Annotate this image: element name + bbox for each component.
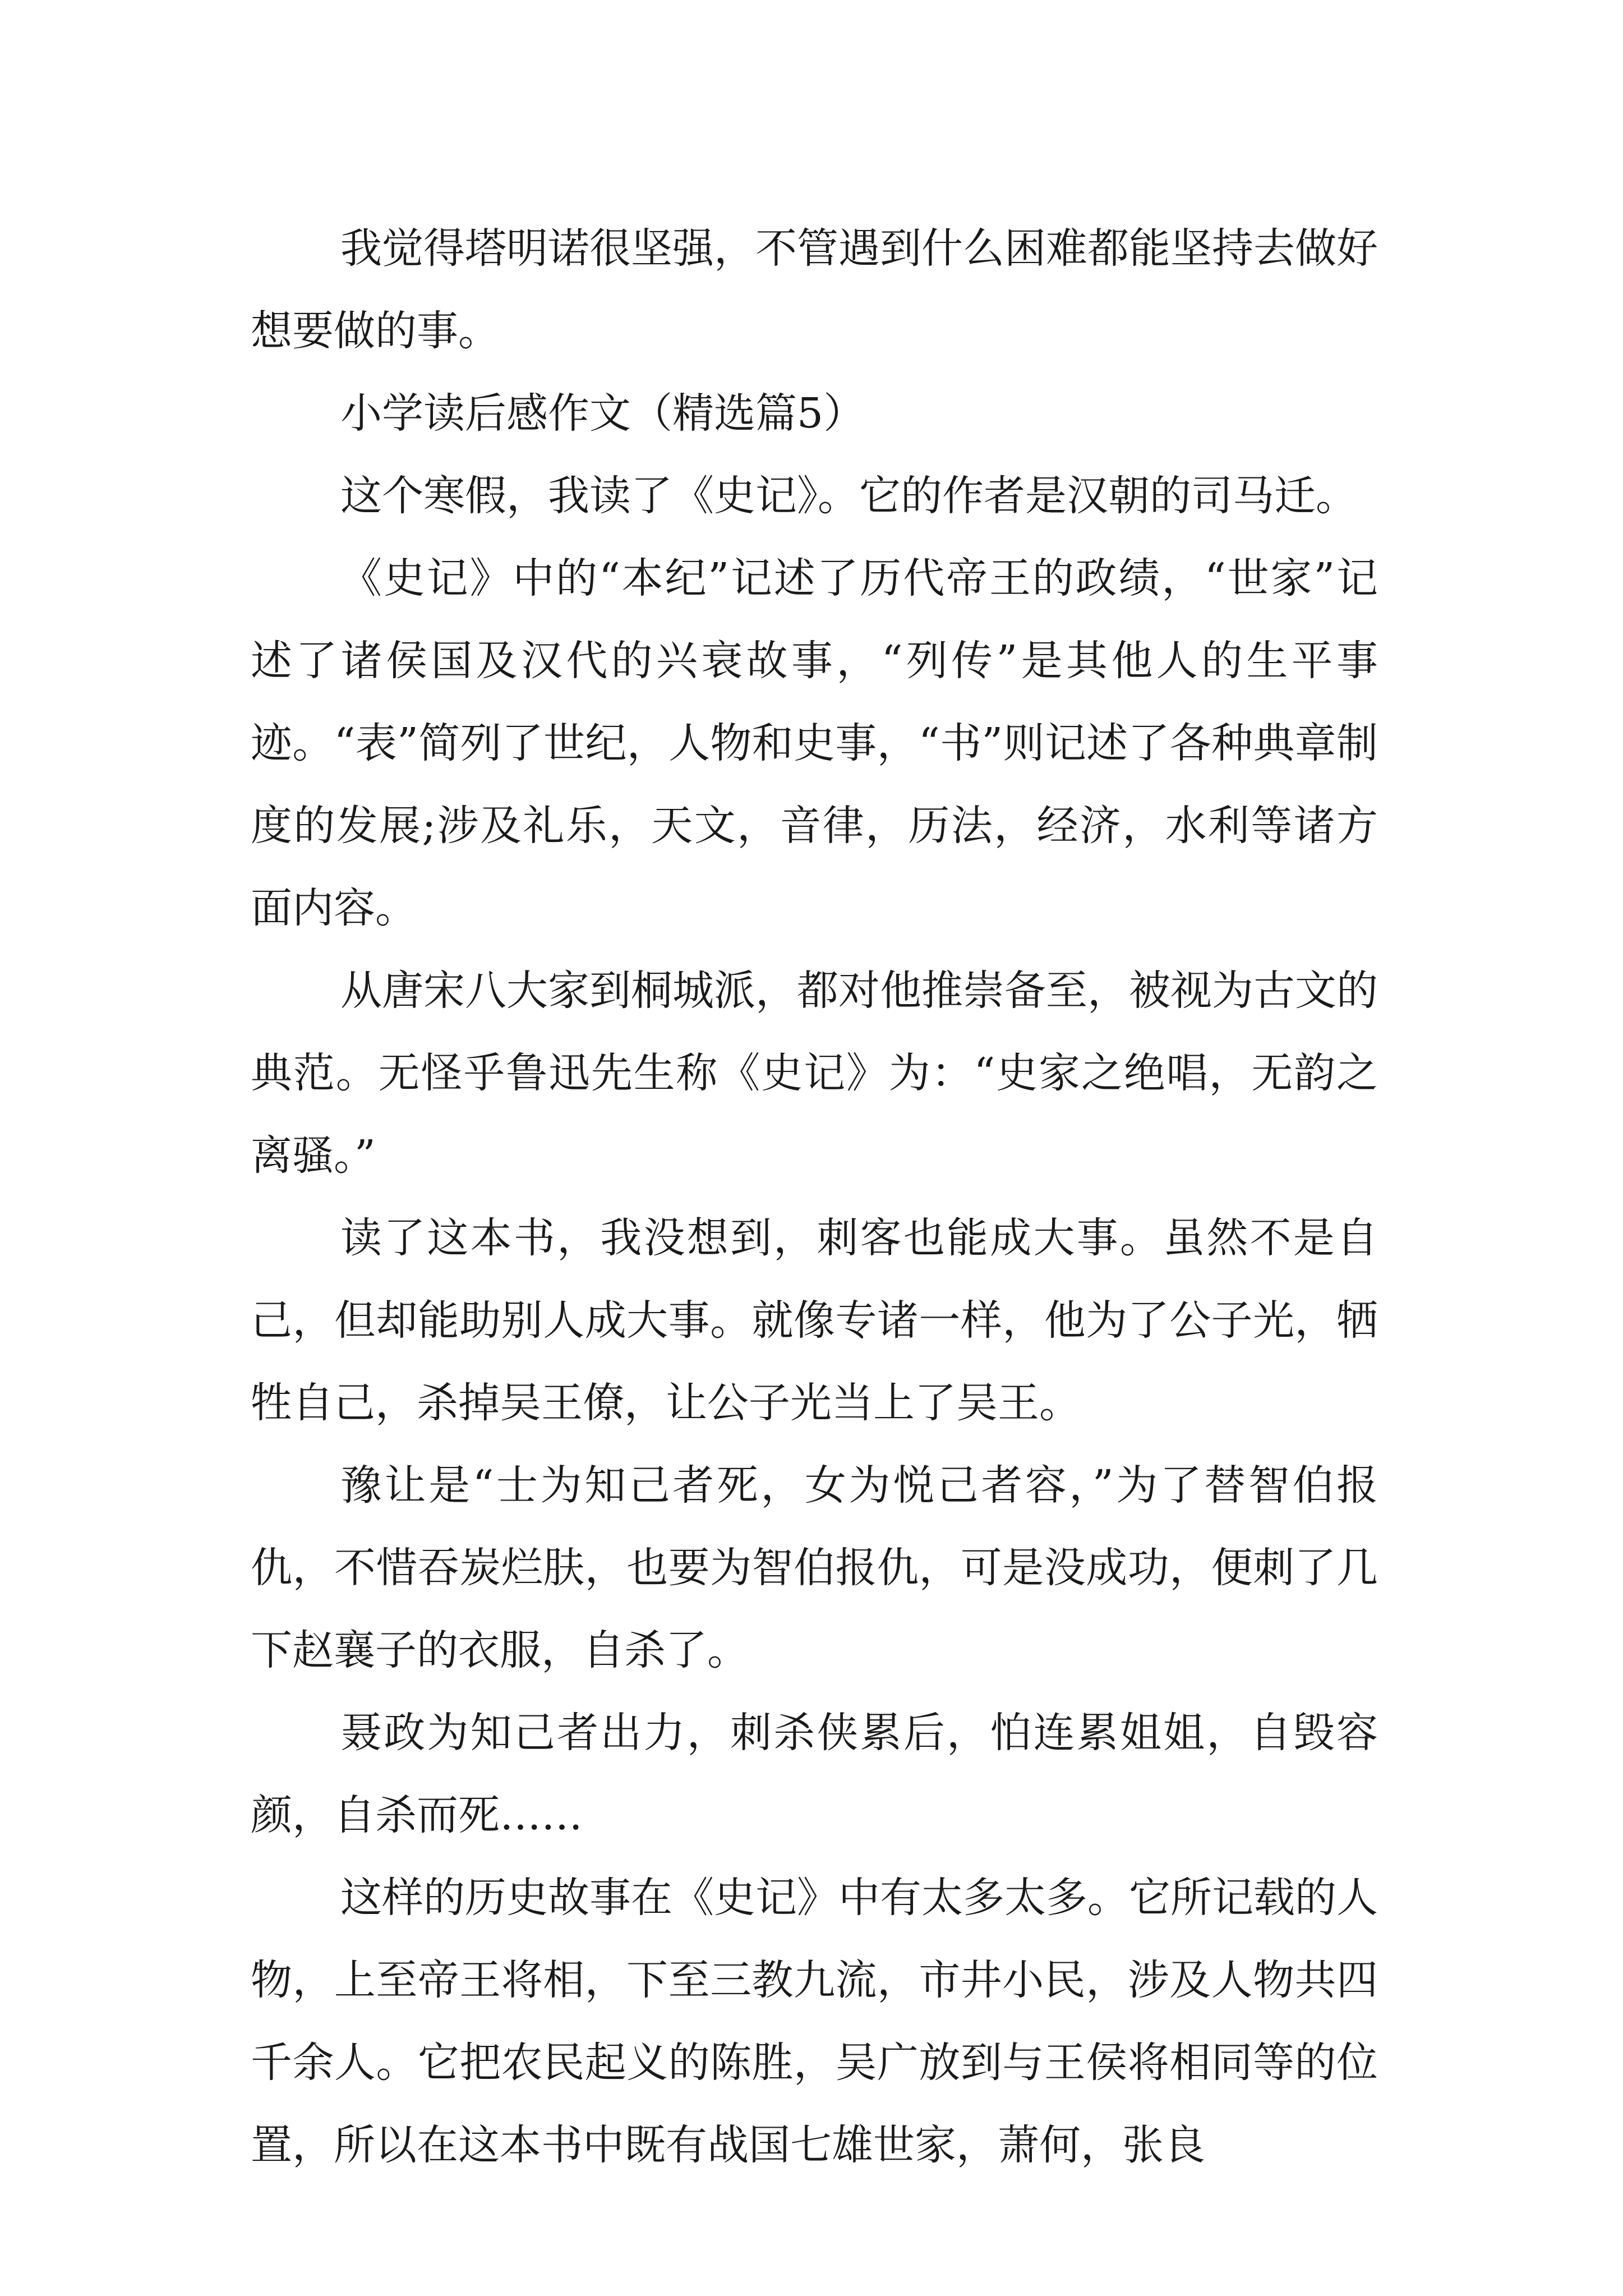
paragraph: 从唐宋八大家到桐城派，都对他推崇备至，被视为古文的典范。无怪乎鲁迅先生称《史记》为：“史家之绝唱，无韵之离骚。” xyxy=(251,967,1378,1180)
section-heading: 小学读后感作文（精选篇5） xyxy=(340,389,865,438)
paragraph: 聂政为知己者出力，刺杀侠累后，怕连累姐姐，自毁容颜，自杀而死…… xyxy=(251,1709,1378,1839)
paragraph: 我觉得塔明诺很坚强，不管遇到什么困难都能坚持去做好想要做的事。 xyxy=(251,224,1378,355)
paragraph: 读了这本书，我没想到，刺客也能成大事。虽然不是自己，但却能助别人成大事。就像专诸一样，他为了公子光，牺牲自己，杀掉吴王僚，让公子光当上了吴王。 xyxy=(251,1214,1378,1427)
paragraph: 这样的历史故事在《史记》中有太多太多。它所记载的人物，上至帝王将相，下至三教九流，市井小民，涉及人物共四千余人。它把农民起义的陈胜，吴广放到与王侯将相同等的位置，所以在这本书中既有战国七雄世家，萧何，张良 xyxy=(251,1874,1378,2169)
body-text xyxy=(251,208,1378,2187)
paragraph: 这个寒假，我读了《史记》。它的作者是汉朝的司马迁。 xyxy=(340,472,1357,520)
paragraph: 豫让是“士为知己者死，女为悦己者容，”为了替智伯报仇，不惜吞炭烂肤，也要为智伯报仇，可是没成功，便刺了几下赵襄子的衣服，自杀了。 xyxy=(251,1461,1378,1674)
paragraph: 《史记》中的“本纪”记述了历代帝王的政绩，“世家”记述了诸侯国及汉代的兴衰故事，“列传”是其他人的生平事迹。“表”简列了世纪，人物和史事，“书”则记述了各种典章制度的发展;涉及礼乐，天文，音律，历法，经济，水利等诸方面内容。 xyxy=(251,554,1378,932)
